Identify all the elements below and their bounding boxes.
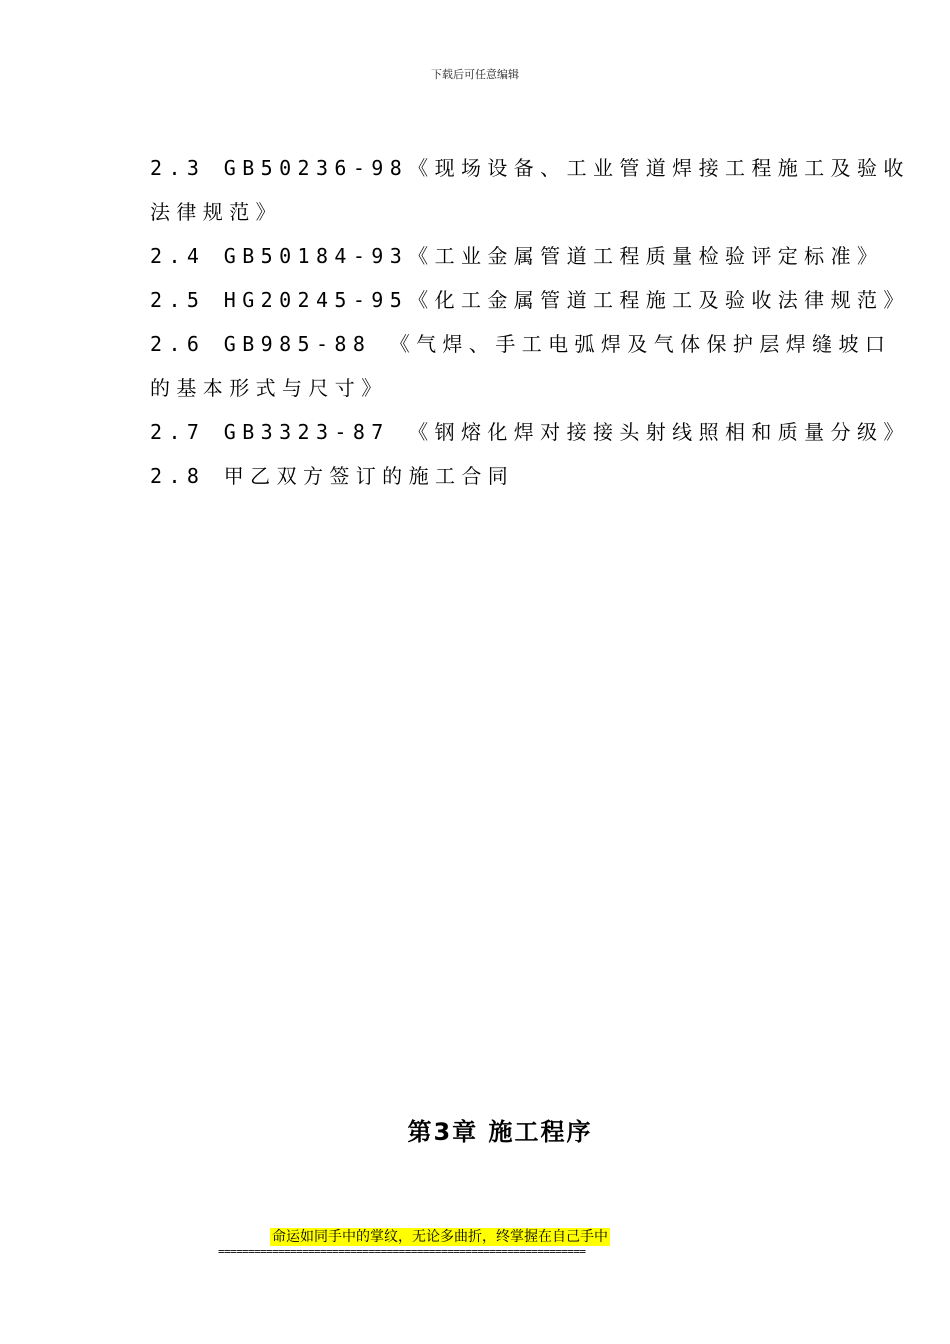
- chapter-heading: 第3章 施工程序: [407, 1118, 593, 1146]
- reference-line: 的基本形式与尺寸》: [150, 376, 388, 400]
- reference-line: 2.4 GB50184-93《工业金属管道工程质量检验评定标准》: [150, 244, 884, 268]
- reference-line: 2.8 甲乙双方签订的施工合同: [150, 464, 515, 488]
- reference-line: 2.3 GB50236-98《现场设备、工业管道焊接工程施工及验收: [150, 156, 910, 180]
- page-footer: [218, 1226, 778, 1258]
- reference-line: 2.7 GB3323-87 《钢熔化焊对接接头射线照相和质量分级》: [150, 420, 910, 444]
- reference-line: 法律规范》: [150, 200, 282, 224]
- reference-list: [150, 150, 910, 502]
- footer-quote: 命运如同手中的掌纹，无论多曲折，终掌握在自己手中: [272, 1229, 608, 1245]
- reference-line: 2.5 HG20245-95《化工金属管道工程施工及验收法律规范》: [150, 288, 910, 312]
- reference-line: 2.6 GB985-88 《气焊、手工电弧焊及气体保护层焊缝坡口: [150, 332, 892, 356]
- page-header-note: 下载后可任意编辑: [431, 68, 519, 81]
- footer-rule: =============================================================: [218, 1246, 586, 1258]
